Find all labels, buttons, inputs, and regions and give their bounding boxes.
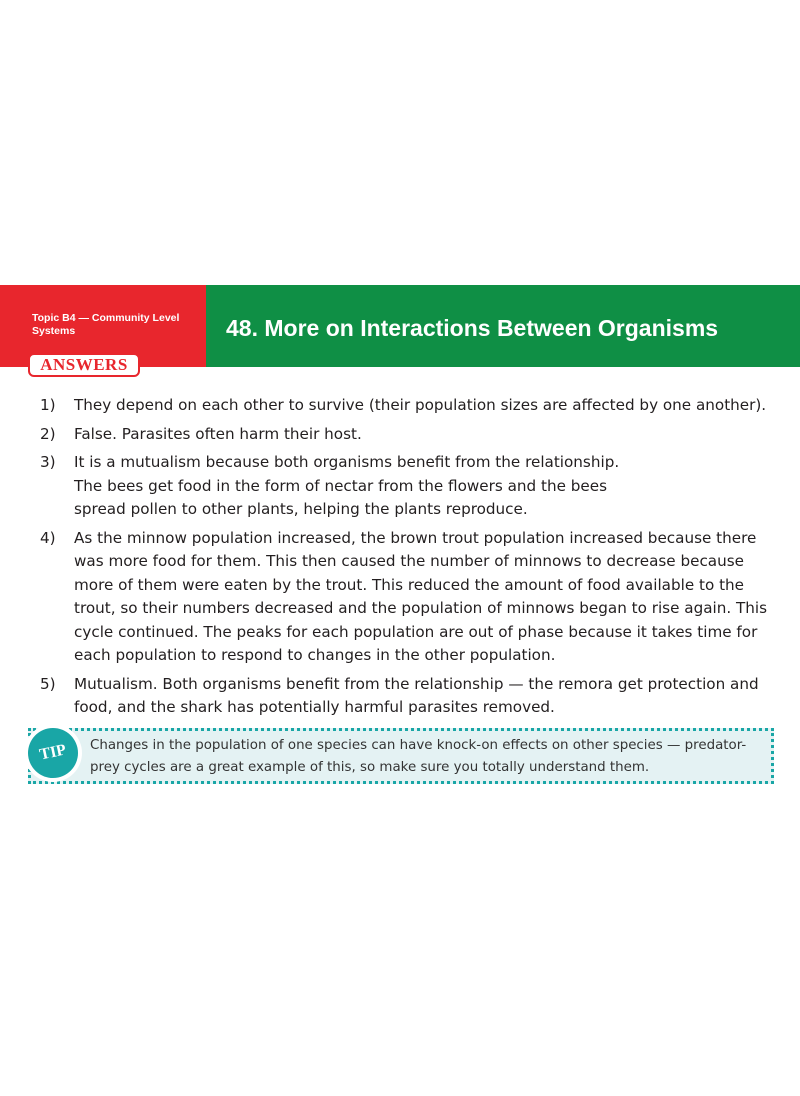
title-banner [206, 285, 800, 367]
answer-number: 4) [40, 528, 56, 547]
tip-badge [24, 724, 82, 782]
answer-number: 5) [40, 674, 56, 693]
answer-item [40, 423, 780, 447]
answer-item [40, 527, 780, 668]
page-title: 48. More on Interactions Between Organisms [226, 315, 719, 341]
answer-text: As the minnow population increased, the brown trout population increased because there was more food for them. This then caused the number of minnows to decrease because more of them were eaten by the trout. This reduced the amount of food available to the trout, so their numbers decreased and the population of minnows began to rise again. This cycle continued. The peaks for each population are out of phase because it takes time for each population to respond to changes in the other population. [74, 528, 768, 664]
answer-item [40, 394, 780, 418]
answer-text: Mutualism. Both organisms benefit from the relationship — the remora get protection and food, and the shark has potentially harmful parasites removed. [74, 674, 759, 716]
answers-badge: ANSWERS [28, 353, 140, 377]
answer-text: They depend on each other to survive (their population sizes are affected by one another). [74, 396, 767, 414]
answers-list [40, 394, 780, 725]
answer-text: It is a mutualism because both organisms benefit from the relationship. The bees get food in the form of nectar from the flowers and the bees spread pollen to other plants, helping the plants reproduce. [74, 453, 620, 518]
answer-item [40, 673, 780, 720]
tip-icon: TIP [23, 723, 82, 782]
answer-number: 3) [40, 453, 56, 471]
answer-number: 2) [40, 424, 56, 443]
topic-label: Topic B4 — Community Level Systems [32, 312, 180, 337]
answer-text: False. Parasites often harm their host. [74, 424, 362, 443]
answer-number: 1) [40, 396, 56, 414]
tip-text: Changes in the population of one species can have knock-on effects on other species — predator-prey cycles are a great example of this, so make sure you totally understand them. [90, 738, 747, 775]
answer-item [40, 451, 780, 522]
